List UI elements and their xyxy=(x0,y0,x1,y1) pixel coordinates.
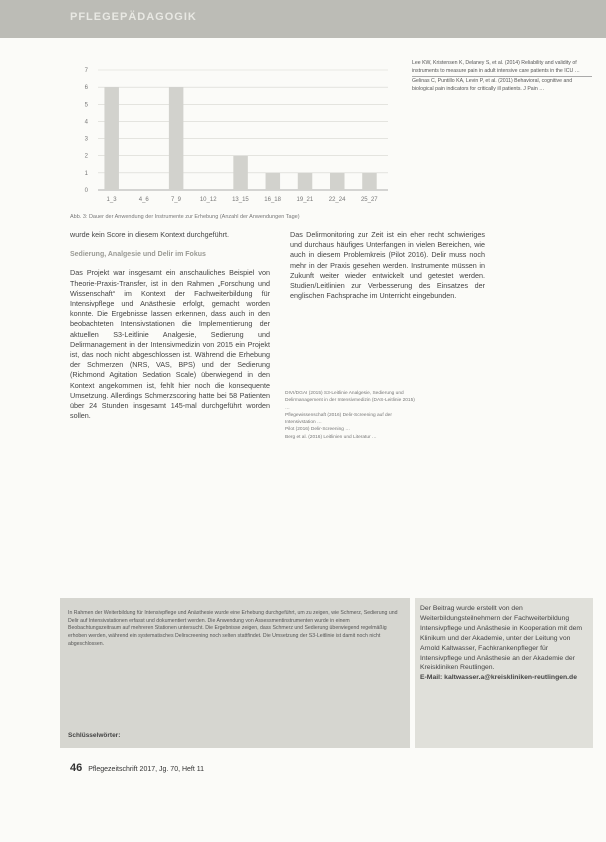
author-email[interactable]: E-Mail: kaltwasser.a@kreiskliniken-reutlingen.de xyxy=(420,674,577,682)
x-tick-label: 1_3 xyxy=(106,197,117,203)
y-tick-label: 3 xyxy=(84,136,88,143)
y-tick-label: 6 xyxy=(84,85,88,92)
literature-item: DIVI/DGAI (2015) S3-Leitlinie Analgesie, Sedierung und Delirmanagement in der Intensivmedizin (DAS-Leitlinie 2015) … xyxy=(285,391,415,411)
page-number: 46 xyxy=(70,762,83,774)
x-tick-label: 19_21 xyxy=(296,197,314,203)
y-tick-label: 2 xyxy=(84,153,88,160)
y-tick-label: 7 xyxy=(84,68,88,74)
y-tick-label: 5 xyxy=(84,102,88,109)
x-tick-label: 16_18 xyxy=(264,197,281,203)
bar xyxy=(169,87,184,190)
paragraph: Das Projekt war insgesamt ein anschauliches Beispiel von Theorie-Praxis-Transfer, ist in den Rahmen „Forschung und Wissenschaft“ im Kontext der Fachweiterbildung für Intensivpflege und Anästhesie erfolgt, gemacht worden konnte. Die Ergebnisse lassen erkennen, dass auch in den beobachteten Intensivstationen die Implementierung der aktuellen S3-Leitlinie Analgesie, Sedierung und Delirmanagement in der Intensivmedizin von 2015 ein Projekt ist, das noch nicht abgeschlossen ist. Während die Erhebung der Schmerzen (NRS, VAS, BPS) und der Sedierung (Richmond Agitation Sedation Scale) überwiegend in den Kontext angekommen ist, fehlt hier noch die konsequente Umsetzung. Allerdings Schmerzscoring hatte bei 58 Patienten über 24 Stunden insgesamt 145-mal durchgeführt worden sollen. xyxy=(70,268,270,421)
y-tick-label: 1 xyxy=(84,170,88,177)
bar xyxy=(104,87,119,190)
x-tick-label: 10_12 xyxy=(199,197,217,203)
reference-divider xyxy=(412,76,592,77)
paragraph: wurde kein Score in diesem Kontext durchgeführt. xyxy=(70,230,230,239)
x-tick-label: 13_15 xyxy=(232,197,249,203)
y-tick-label: 0 xyxy=(84,188,88,194)
literature-item: Pflegewissenschaft (2016) Delir-Screening auf der Intensivstation … xyxy=(285,412,392,426)
literature-item: Pilot (2016) Delir-Screening … xyxy=(285,427,351,433)
abstract-text: In Rahmen der Weiterbildung für Intensivpflege und Anästhesie wurde eine Erhebung durchgeführt, um zu zeigen, wie Schmerz, Sedierung und Delir auf Intensivstationen erfasst und dokumentiert werden. Die Anwendung von Assessmentinstrumenten wurde in einem Beobachtungszeitraum auf mehreren Stationen untersucht. Die Ergebnisse zeigen, dass Schmerz und Sedierung überwiegend regelmäßig erhoben werden, während ein systematisches Delirscreening noch selten stattfindet. Die Umsetzung der S3-Leitlinie ist damit noch nicht abgeschlossen. xyxy=(68,610,398,647)
bar xyxy=(266,173,281,190)
body-column-2 xyxy=(290,230,485,301)
literature-box xyxy=(285,390,415,441)
section-header xyxy=(0,0,606,38)
literature-item: Berg et al. (2016) Leitlinien und Literatur … xyxy=(285,434,377,440)
bar xyxy=(330,173,345,190)
x-tick-label: 4_6 xyxy=(138,197,149,203)
x-tick-label: 22_24 xyxy=(328,197,346,203)
body-column-1 xyxy=(70,230,270,421)
y-tick-label: 4 xyxy=(84,119,88,126)
bar-chart xyxy=(70,50,400,220)
abstract-box xyxy=(60,598,410,748)
references-top xyxy=(412,60,592,93)
bar xyxy=(298,173,313,190)
keywords-label: Schlüsselwörter: xyxy=(68,732,121,739)
author-info-text: Der Beitrag wurde erstellt von den Weiterbildungsteilnehmern der Fachweiterbildung Intensivpflege und Anästhesie in Kooperation mit dem Klinikum und der Akademie, unter der Leitung von Arnold Kaltwasser, Fachkrankenpfleger für Intensivpflege und Anästhesie an der Akademie der Kreiskliniken Reutlingen. xyxy=(420,605,583,672)
author-info-box xyxy=(415,598,593,748)
page-footer xyxy=(70,762,204,774)
subheading: Sedierung, Analgesie und Delir im Fokus xyxy=(70,251,206,259)
reference-item: Lee KW, Kristensen K, Delaney S, et al. (2014) Reliability and validity of instruments to measure pain in adult intensive care patients in the ICU … xyxy=(412,60,580,74)
paragraph: Das Delirmonitoring zur Zeit ist ein eher recht schwieriges und durchaus häufiges Unterfangen in vielen Bereichen, wie auch in diesem Problemkreis (Pilot 2016). Delir muss noch mehr in der Praxis gesehen werden. Instrumente müssen in Zukunft weiter wieder entwickelt und getestet werden. Studien/Leitlinien zur Verbesserung des Einsatzes der englischen Fachsprache im Unterricht eingebunden. xyxy=(290,230,485,301)
section-title: PFLEGEPÄDAGOGIK xyxy=(70,11,197,23)
x-tick-label: 25_27 xyxy=(360,197,378,203)
reference-item: Gelinas C, Puntillo KA, Levin P, et al. (2011) Behavioral, cognitive and biological pain indicators for critically ill patients. J Pain … xyxy=(412,78,573,92)
figure-caption: Abb. 3: Dauer der Anwendung der Instrumente zur Erhebung (Anzahl der Anwendungen Tage) xyxy=(70,214,300,220)
x-tick-label: 7_9 xyxy=(170,197,181,203)
bar xyxy=(233,156,248,190)
bar xyxy=(362,173,377,190)
journal-info: Pflegezeitschrift 2017, Jg. 70, Heft 11 xyxy=(88,766,205,773)
author-info xyxy=(420,604,588,683)
